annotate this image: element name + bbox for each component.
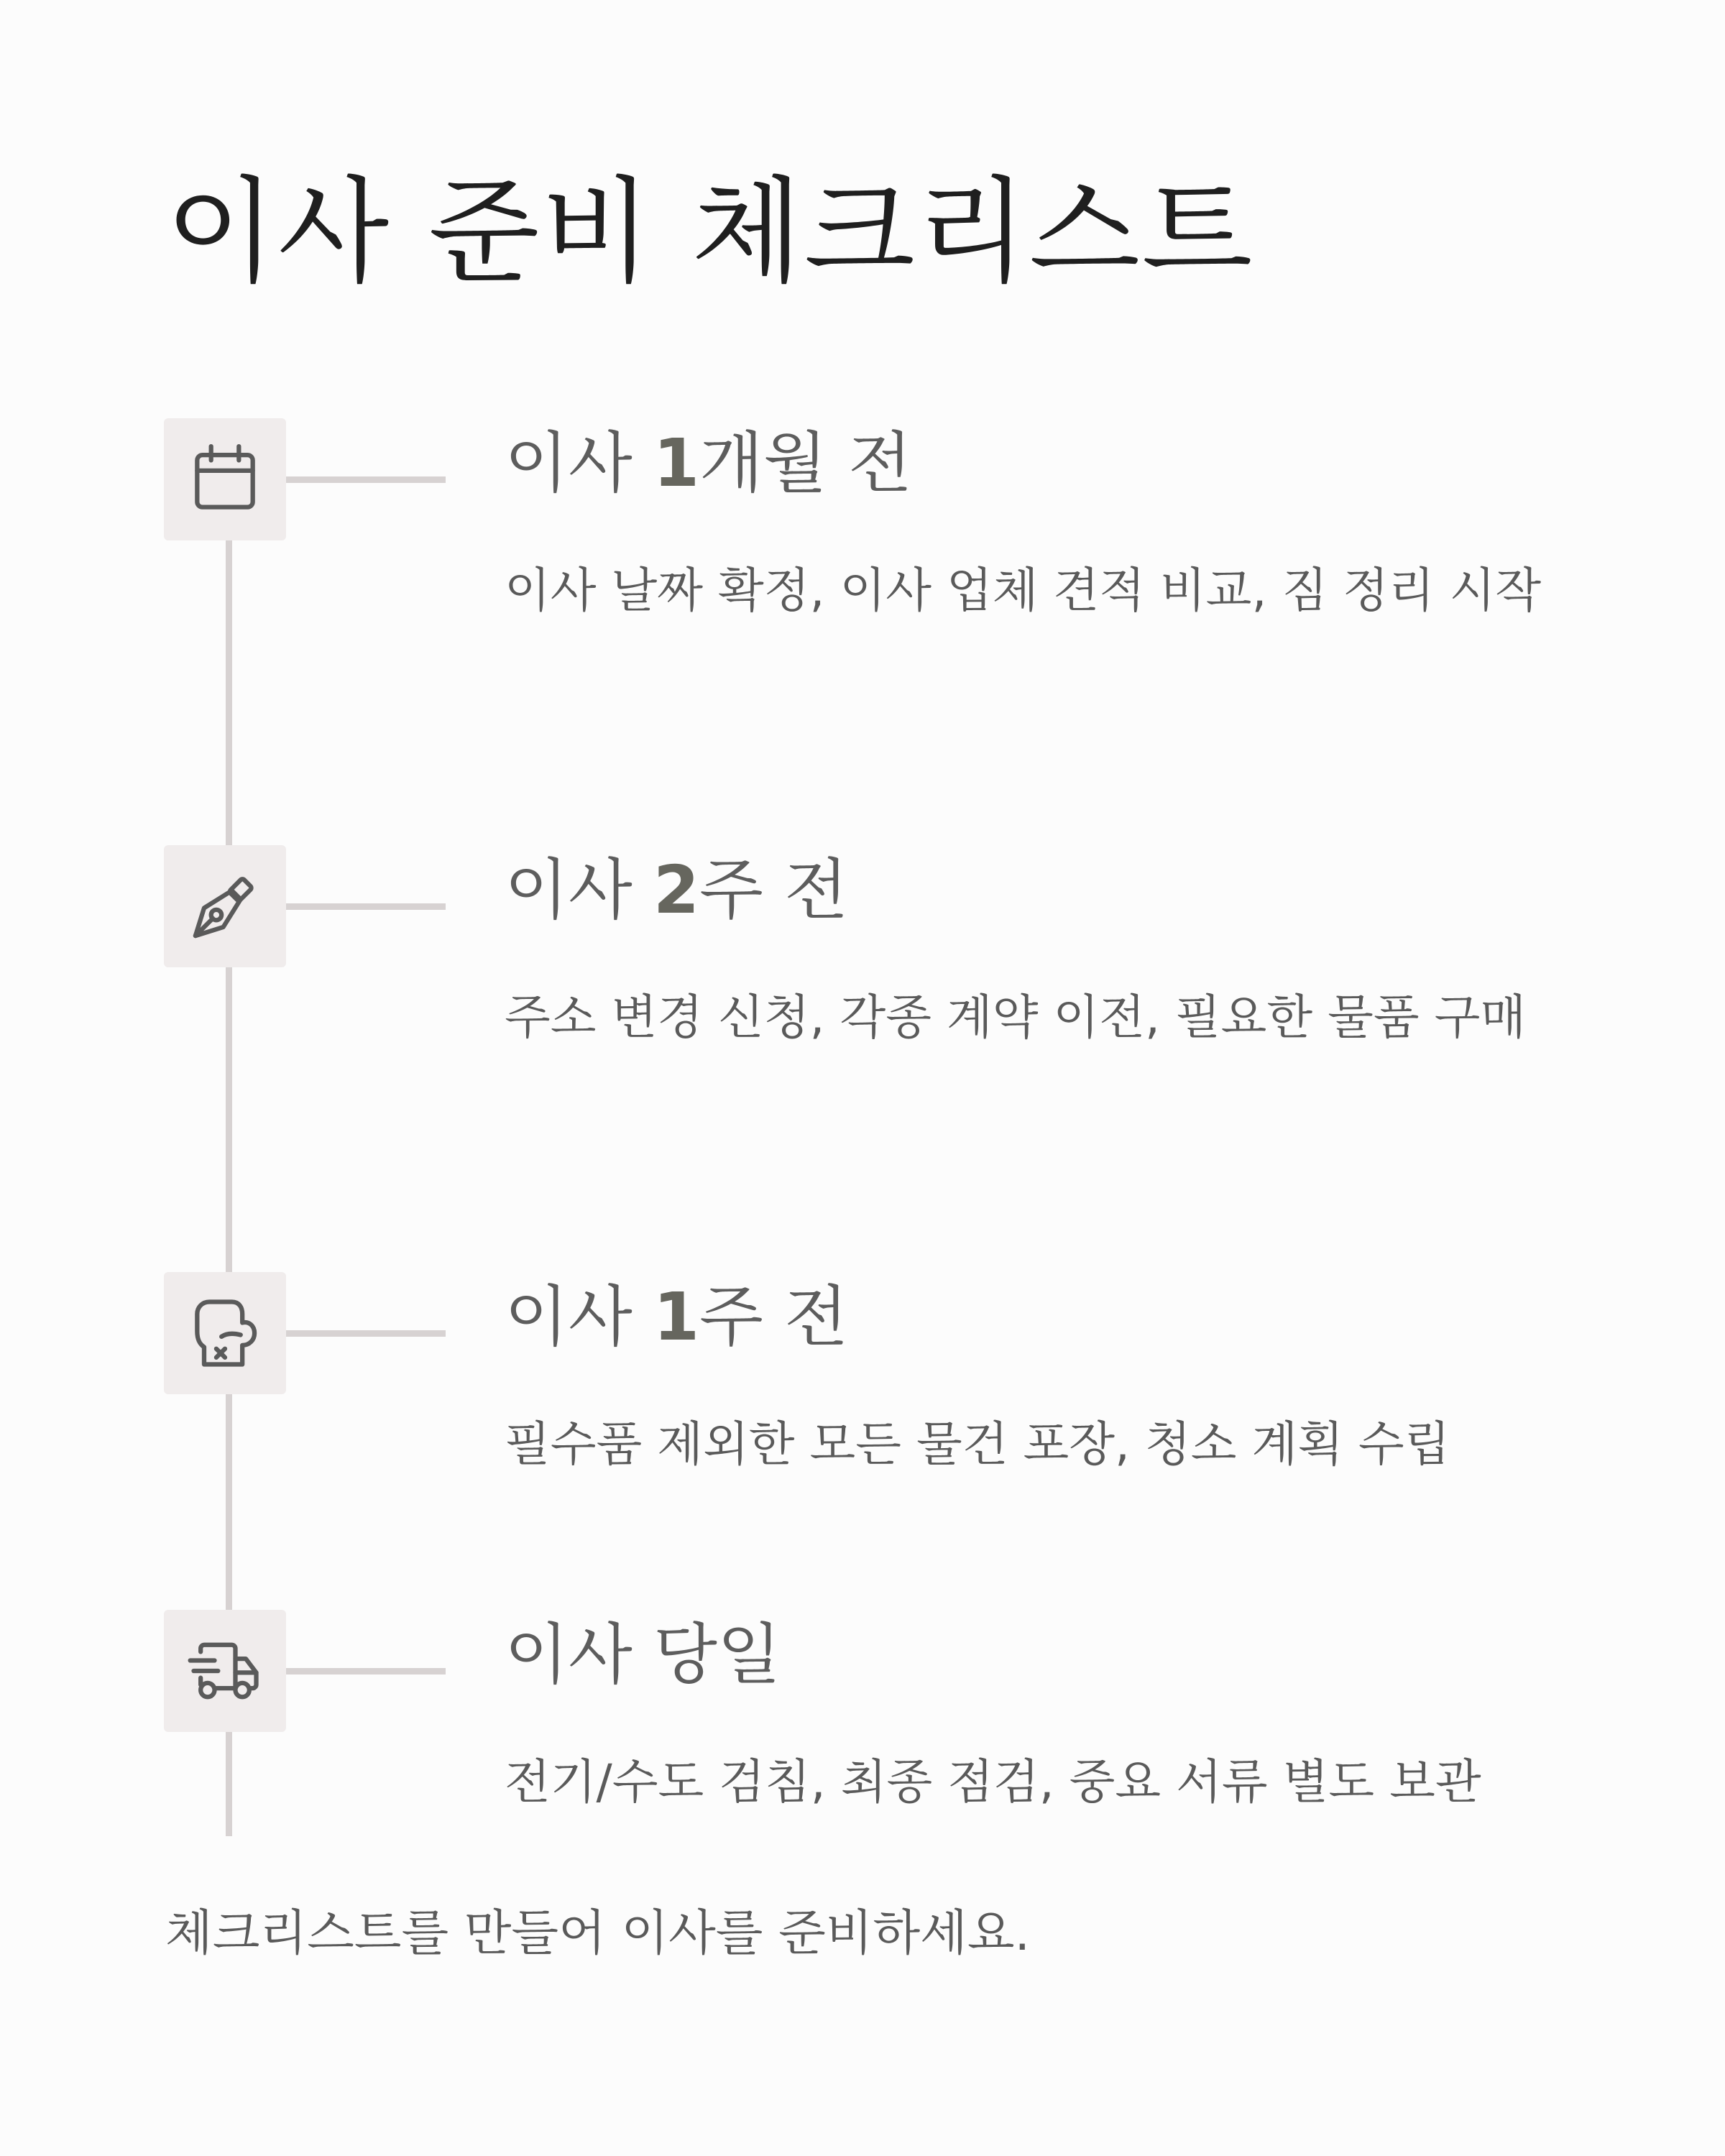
step-description: 전기/수도 검침, 최종 점검, 중요 서류 별도 보관 xyxy=(505,1754,1481,1810)
calendar-icon xyxy=(164,418,286,540)
step-title: 이사 당일 xyxy=(505,1616,781,1693)
pen-nib-icon xyxy=(164,845,286,967)
step-title: 이사 2주 전 xyxy=(505,852,849,929)
footer-note: 체크리스트를 만들어 이사를 준비하세요. xyxy=(165,1905,1031,1962)
step-description: 이사 날짜 확정, 이사 업체 견적 비교, 짐 정리 시작 xyxy=(505,563,1542,618)
timeline-connector xyxy=(286,903,446,910)
page-title: 이사 준비 체크리스트 xyxy=(165,165,1254,299)
step-description: 주소 변경 신청, 각종 계약 이전, 필요한 물품 구매 xyxy=(505,990,1527,1045)
timeline-connector xyxy=(286,476,446,483)
step-title: 이사 1개월 전 xyxy=(505,425,912,502)
moving-truck-icon xyxy=(164,1610,286,1732)
timeline-connector xyxy=(286,1330,446,1337)
step-title: 이사 1주 전 xyxy=(505,1279,849,1355)
timeline-connector xyxy=(286,1668,446,1674)
boxing-glove-icon xyxy=(164,1272,286,1394)
step-description: 필수품 제외한 모든 물건 포장, 청소 계획 수립 xyxy=(505,1416,1450,1472)
